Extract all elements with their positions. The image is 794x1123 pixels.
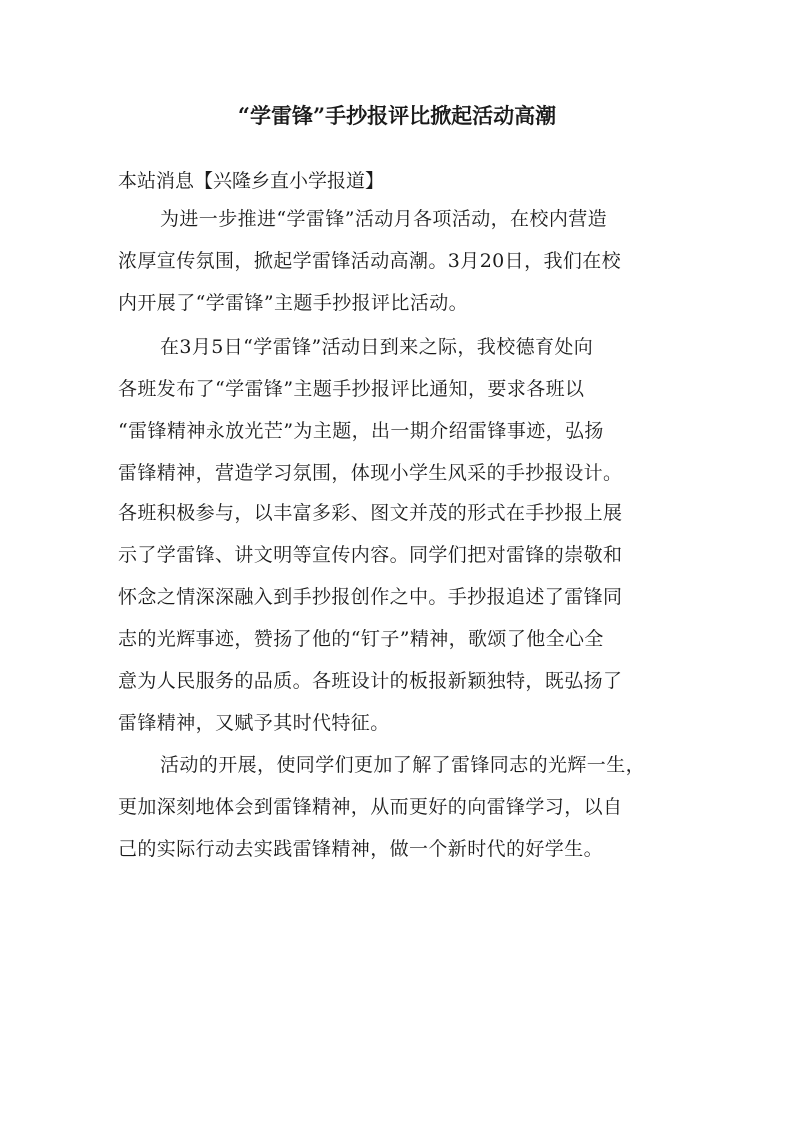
article-title: “学雷锋”手抄报评比掀起活动高潮 bbox=[237, 103, 557, 128]
paragraph-2-line-9: 意为人民服务的品质。各班设计的板报新颖独特，既弘扬了 bbox=[118, 670, 623, 692]
article-source: 本站消息【兴隆乡直小学报道】 bbox=[118, 170, 385, 192]
paragraph-2-line-4: 雷锋精神，营造学习氛围，体现小学生风采的手抄报设计。 bbox=[118, 462, 623, 484]
paragraph-1-line-1: 为进一步推进“学雷锋”活动月各项活动，在校内营造 bbox=[160, 208, 608, 230]
paragraph-3-line-3: 己的实际行动去实践雷锋精神，做一个新时代的好学生。 bbox=[118, 838, 604, 860]
paragraph-2-line-1: 在3月5日“学雷锋”活动日到来之际，我校德育处向 bbox=[160, 336, 594, 358]
paragraph-1-line-3: 内开展了“学雷锋”主题手抄报评比活动。 bbox=[118, 292, 469, 314]
paragraph-3-line-1: 活动的开展，使同学们更加了解了雷锋同志的光辉一生， bbox=[160, 754, 646, 776]
paragraph-2-line-7: 怀念之情深深融入到手抄报创作之中。手抄报追述了雷锋同 bbox=[118, 586, 623, 608]
paragraph-2-line-5: 各班积极参与，以丰富多彩、图文并茂的形式在手抄报上展 bbox=[118, 502, 623, 524]
paragraph-3-line-2: 更加深刻地体会到雷锋精神，从而更好的向雷锋学习，以自 bbox=[118, 796, 623, 818]
paragraph-2-line-6: 示了学雷锋、讲文明等宣传内容。同学们把对雷锋的崇敬和 bbox=[118, 544, 623, 566]
paragraph-1-line-2: 浓厚宣传氛围，掀起学雷锋活动高潮。3月20日，我们在校 bbox=[118, 250, 622, 272]
paragraph-2-line-2: 各班发布了“学雷锋”主题手抄报评比通知，要求各班以 bbox=[118, 378, 585, 400]
paragraph-2-line-8: 志的光辉事迹，赞扬了他的“钉子”精神，歌颂了他全心全 bbox=[118, 628, 604, 650]
paragraph-2-line-10: 雷锋精神，又赋予其时代特征。 bbox=[118, 712, 390, 734]
paragraph-2-line-3: “雷锋精神永放光芒”为主题，出一期介绍雷锋事迹，弘扬 bbox=[118, 420, 604, 442]
